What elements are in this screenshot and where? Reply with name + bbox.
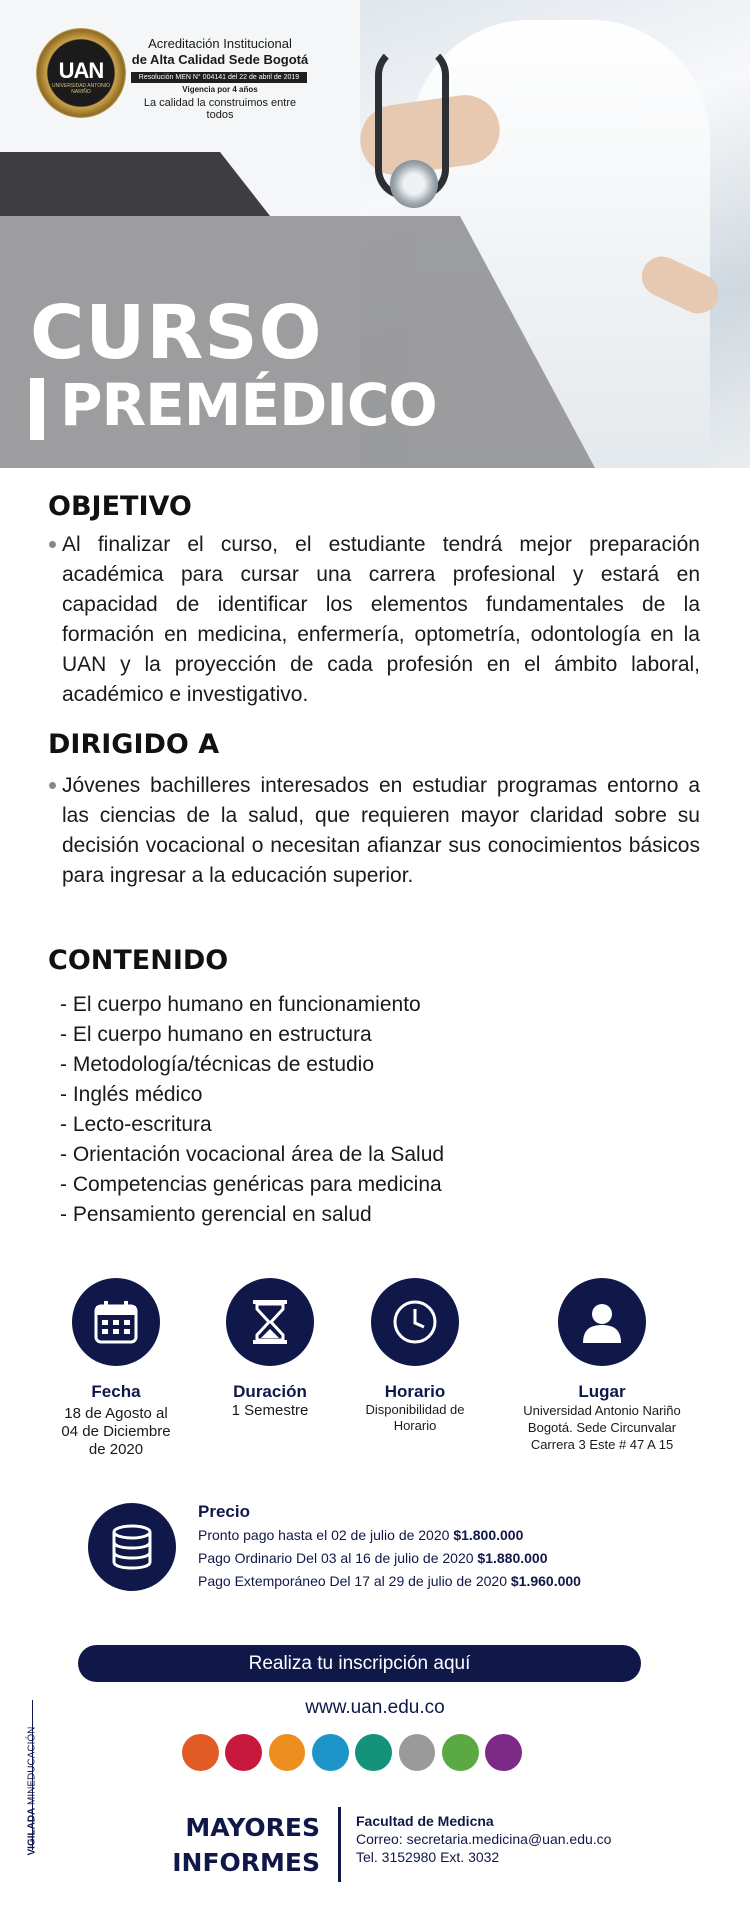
fecha-label: Fecha (91, 1382, 141, 1401)
list-item: - El cuerpo humano en funcionamiento (60, 993, 421, 1016)
price-amount: $1.960.000 (510, 1573, 581, 1589)
list-item: - Inglés médico (60, 1083, 203, 1106)
mayores-informes (170, 1810, 320, 1880)
price-line (198, 1550, 548, 1566)
list-item: - Metodología/técnicas de estudio (60, 1053, 375, 1076)
color-dot (399, 1734, 436, 1771)
hourglass-icon (226, 1278, 314, 1366)
bullet-icon (49, 541, 56, 548)
accreditation-line1: Acreditación Institucional (148, 36, 292, 51)
duracion-value: 1 Semestre (231, 1402, 309, 1419)
tagline: La calidad la construimos entre todos (143, 97, 297, 121)
duracion-block (200, 1382, 340, 1420)
fecha-block (40, 1382, 192, 1459)
lugar-label: Lugar (578, 1382, 626, 1401)
price-text: Pago Ordinario Del 03 al 16 de julio de 2020 (198, 1550, 478, 1566)
precio-label: Precio (198, 1502, 250, 1521)
dirigido-heading: DIRIGIDO A (48, 729, 220, 760)
database-icon (88, 1503, 176, 1591)
color-dot (312, 1734, 349, 1771)
contact-info (356, 1812, 611, 1866)
color-dot (355, 1734, 392, 1771)
person-icon (558, 1278, 646, 1366)
fecha-value: 18 de Agosto al 04 de Diciembre de 2020 (61, 1405, 171, 1458)
logo-text: UAN (58, 58, 104, 83)
price-line (198, 1527, 523, 1543)
register-button[interactable]: Realiza tu inscripción aquí (78, 1645, 641, 1682)
dirigido-text: Jóvenes bachilleres interesados en estudiar programas entorno a las ciencias de la salud, que requieren mayor claridad sobre su decisión vocacional o necesitan afianzar sus conocimientos básicos para ingresar a la educación superior. (62, 774, 700, 887)
footer-divider (338, 1807, 341, 1882)
color-dot (225, 1734, 262, 1771)
contenido-list (60, 990, 580, 1230)
color-dot (442, 1734, 479, 1771)
contact-email[interactable]: Correo: secretaria.medicina@uan.edu.co (356, 1831, 612, 1847)
contenido-heading: CONTENIDO (48, 945, 229, 976)
accreditation-line2: de Alta Calidad Sede Bogotá (131, 52, 309, 67)
price-amount: $1.880.000 (477, 1550, 548, 1566)
calendar-icon (72, 1278, 160, 1366)
color-dot (269, 1734, 306, 1771)
title-curso: CURSO (30, 290, 323, 376)
list-item: - Lecto-escritura (60, 1113, 212, 1136)
horario-block (345, 1382, 485, 1434)
color-dot (485, 1734, 522, 1771)
horario-label: Horario (384, 1382, 446, 1401)
mayores-line1: MAYORES (185, 1813, 320, 1842)
clock-icon (371, 1278, 459, 1366)
vigilada-label (26, 1726, 38, 1856)
horario-value: Disponibilidad de Horario (365, 1402, 465, 1433)
objetivo-text: Al finalizar el curso, el estudiante tendrá mejor preparación académica para cursar una carrera profesional y estará en capacidad de identificar los elementos fundamentales de la formación en medicina, enfermería, optometría, odontología en la UAN y la proyección de cada profesión en el ámbito laboral, académico e investigativo. (62, 533, 700, 706)
logo-subtext: UNIVERSIDAD ANTONIO NARIÑO (52, 83, 110, 95)
faculty-name: Facultad de Medicna (356, 1813, 494, 1829)
list-item: - El cuerpo humano en estructura (60, 1023, 372, 1046)
lugar-block (506, 1382, 698, 1453)
price-text: Pronto pago hasta el 02 de julio de 2020 (198, 1527, 454, 1543)
title-premedico: PREMÉDICO (60, 371, 437, 439)
stethoscope-head-icon (390, 160, 438, 208)
dark-band (0, 152, 270, 216)
vigilada-strong: VIGILADA (26, 1807, 38, 1856)
vigilada-rest: MINEDUCACIÓN (26, 1726, 38, 1808)
price-amount: $1.800.000 (453, 1527, 524, 1543)
objetivo-heading: OBJETIVO (48, 491, 192, 522)
validity: Vigencia por 4 años (182, 85, 258, 94)
list-item: - Competencias genéricas para medicina (60, 1173, 442, 1196)
contact-phone[interactable]: Tel. 3152980 Ext. 3032 (356, 1849, 500, 1865)
list-item: - Pensamiento gerencial en salud (60, 1203, 372, 1226)
price-line (198, 1573, 581, 1589)
title-bar (30, 378, 44, 440)
color-dots (182, 1734, 522, 1771)
website-link[interactable]: www.uan.edu.co (305, 1697, 445, 1718)
price-text: Pago Extemporáneo Del 17 al 29 de julio de 2020 (198, 1573, 511, 1589)
resolution: Resolución MEN N° 004141 del 22 de abril de 2019 (131, 72, 307, 83)
duracion-label: Duración (233, 1382, 307, 1401)
bullet-icon (49, 782, 56, 789)
list-item: - Orientación vocacional área de la Salud (60, 1143, 445, 1166)
lugar-value: Universidad Antonio Nariño Bogotá. Sede Circunvalar Carrera 3 Este # 47 A 15 (523, 1403, 681, 1452)
mayores-line2: INFORMES (172, 1848, 320, 1877)
color-dot (182, 1734, 219, 1771)
